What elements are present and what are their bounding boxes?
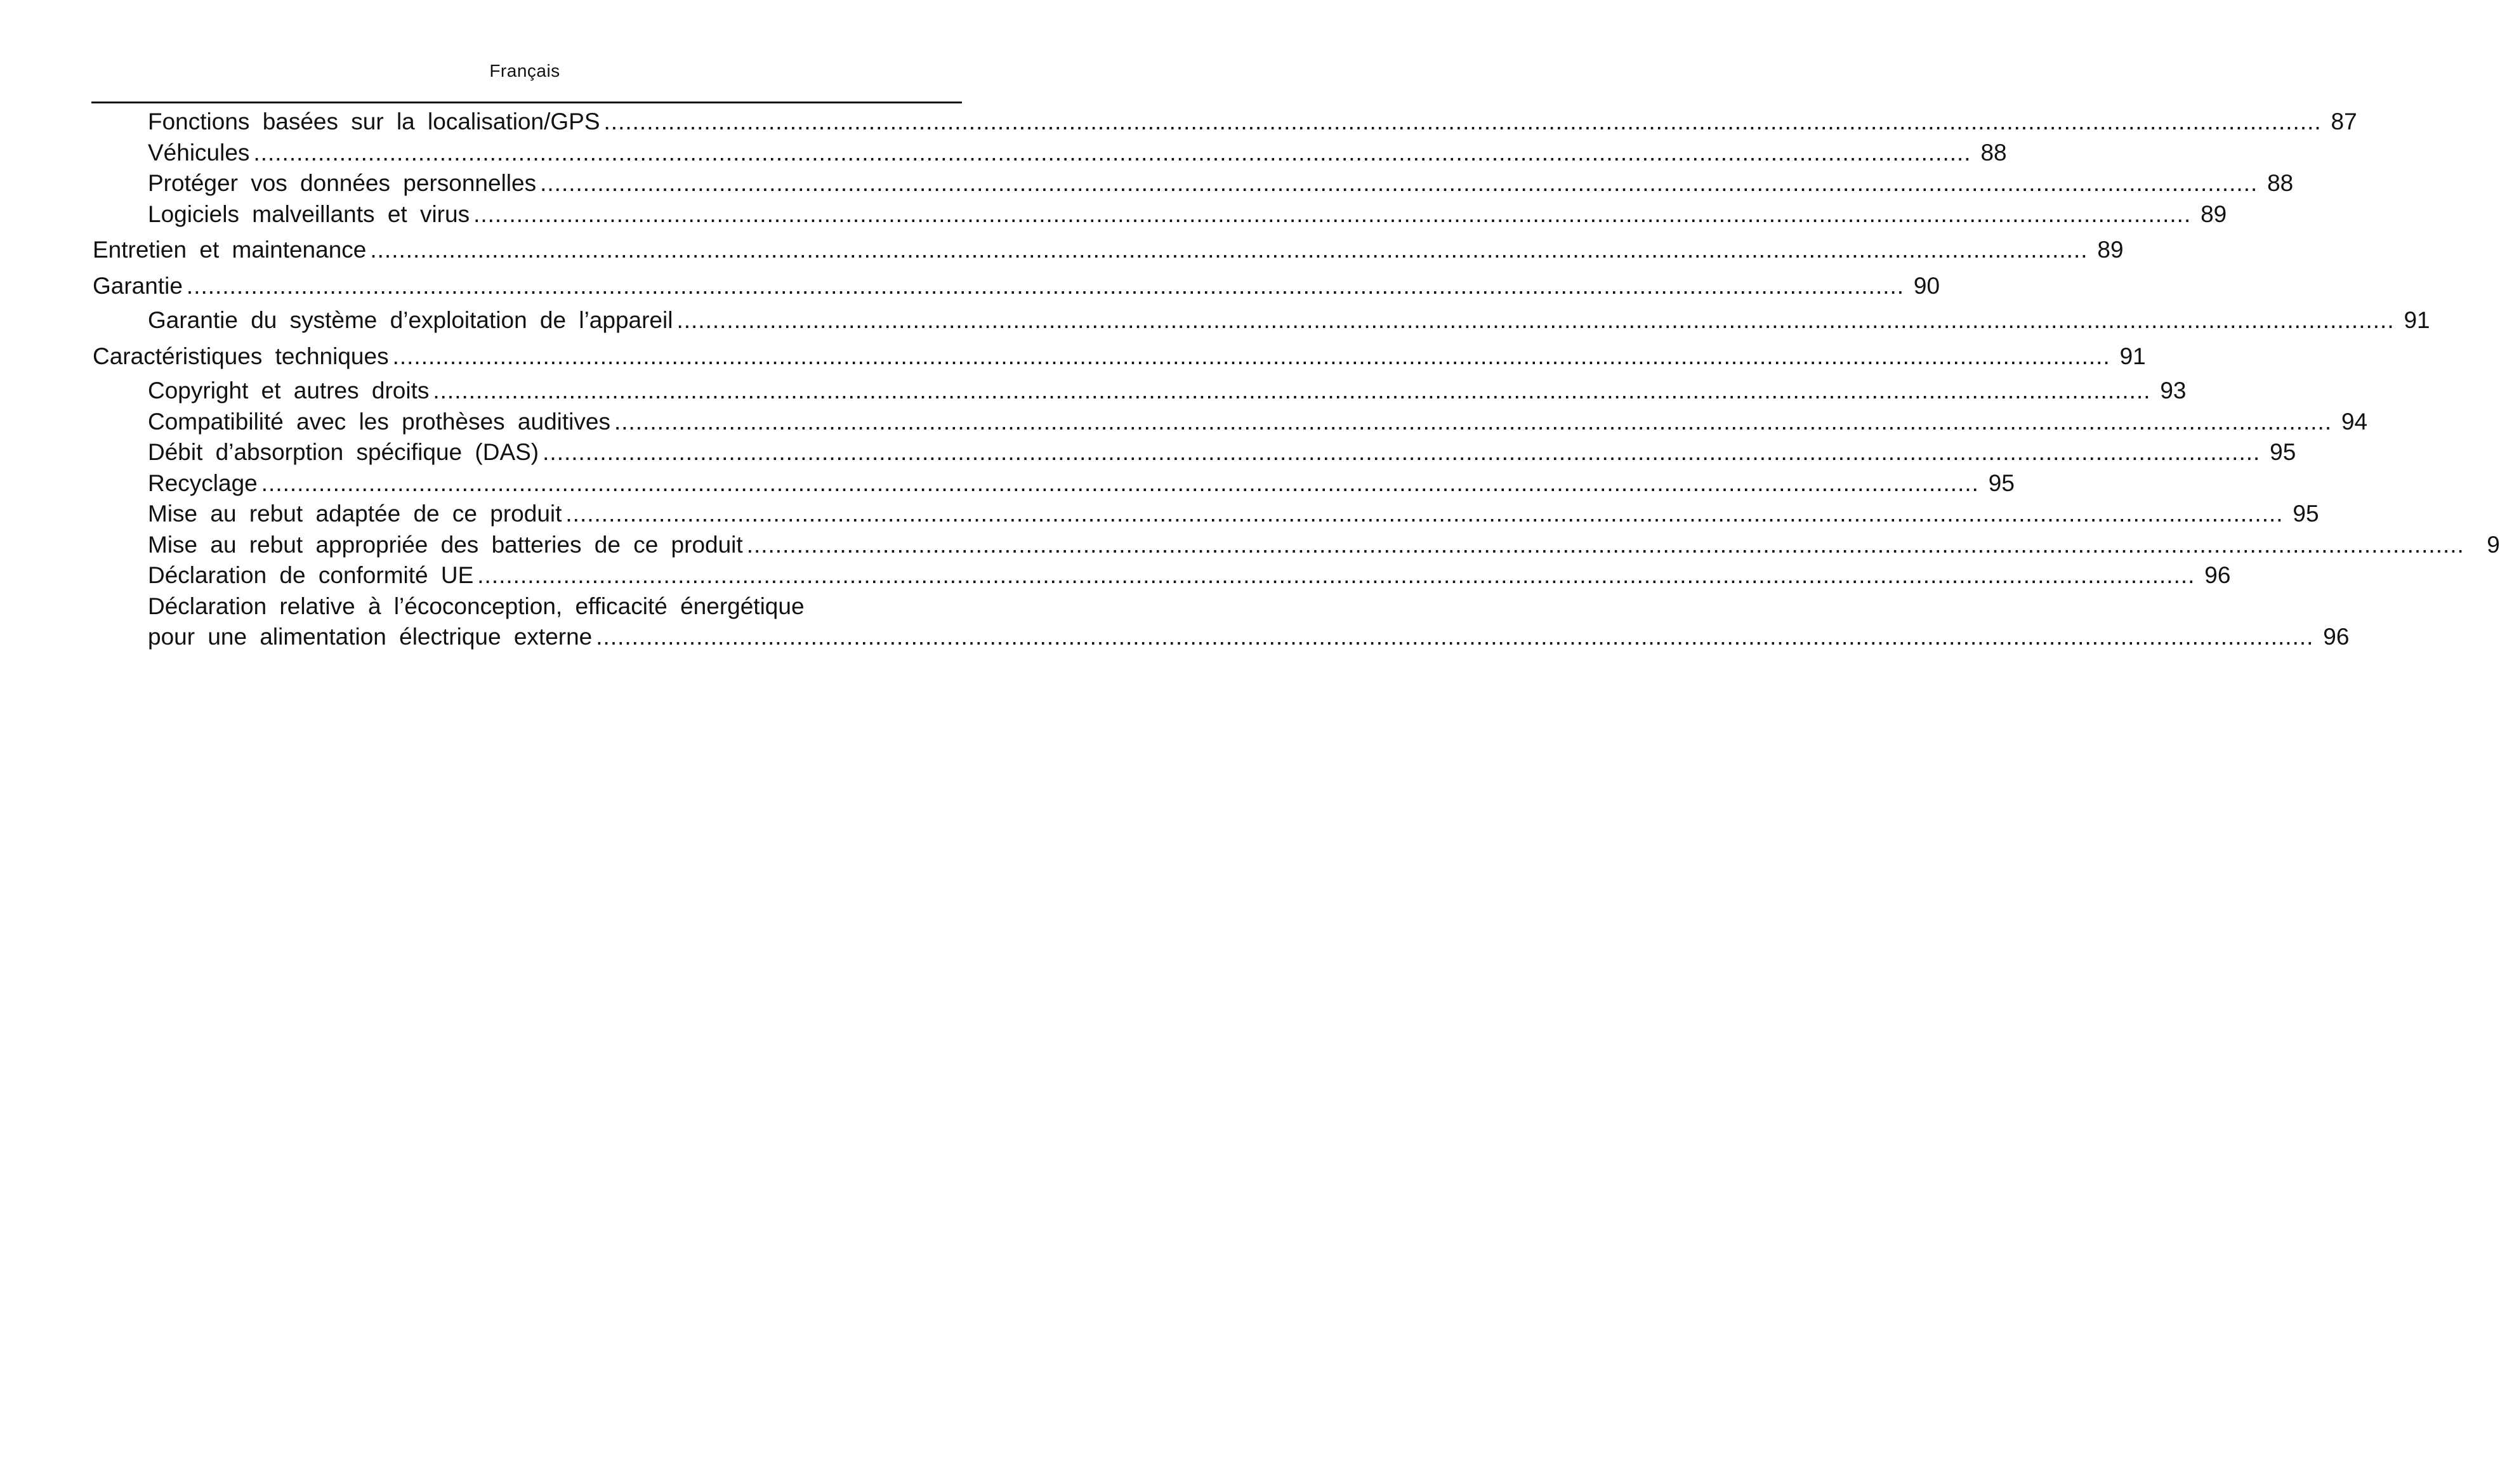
toc-entry-title: Débit d’absorption spécifique (DAS) <box>148 439 539 465</box>
toc-dot-leader <box>676 305 2394 336</box>
toc-dot-leader <box>261 468 1979 499</box>
toc-entry[interactable] <box>93 341 2146 372</box>
toc-entry[interactable] <box>93 407 2368 438</box>
toc-dot-leader <box>596 622 2313 653</box>
toc-entry-title: Garantie <box>93 272 183 299</box>
toc-entry-title: Recyclage <box>148 469 258 496</box>
toc-dot-leader <box>433 376 2150 407</box>
toc-page-number: 94 <box>2341 408 2368 435</box>
toc-dot-leader <box>543 437 2260 468</box>
toc-entries-list <box>93 107 2500 591</box>
toc-entry[interactable] <box>93 235 2124 266</box>
toc-dot-leader <box>614 407 2332 438</box>
toc-entry-title: Fonctions basées sur la localisation/GPS <box>148 108 600 135</box>
toc-dot-leader <box>604 107 2322 138</box>
toc-entry[interactable] <box>93 199 2227 230</box>
toc-page-number: 89 <box>2097 237 2124 263</box>
toc-dot-leader <box>473 199 2191 230</box>
toc-page-number: 9 <box>2487 531 2500 558</box>
toc-entry[interactable] <box>93 437 2296 468</box>
toc-dot-leader <box>393 341 2110 372</box>
toc-entry[interactable] <box>93 376 2187 407</box>
toc-dot-leader <box>477 560 2195 591</box>
header-divider <box>91 102 962 103</box>
toc-entry-title: Mise au rebut appropriée des batteries de ce produit <box>148 531 743 558</box>
toc-page-number: 91 <box>2119 343 2146 369</box>
toc-page-number: 93 <box>2160 378 2187 404</box>
toc-entry[interactable] <box>93 168 2294 199</box>
toc-page-number: 96 <box>2204 562 2231 588</box>
toc-page-number: 95 <box>2270 439 2296 465</box>
toc-entry-title: Garantie du système d’exploitation de l’appareil <box>148 307 673 333</box>
toc-entry-title: Logiciels malveillants et virus <box>148 200 470 227</box>
toc-entry-title: Protéger vos données personnelles <box>148 170 537 196</box>
toc-entry[interactable] <box>93 107 2357 138</box>
page-header-language: Français <box>489 61 560 81</box>
toc-entry-title: pour une alimentation électrique externe <box>148 624 593 650</box>
toc-page-number: 89 <box>2201 200 2227 227</box>
toc-page-number: 87 <box>2331 108 2357 135</box>
toc-dot-leader <box>540 168 2258 199</box>
toc-page-number: 95 <box>2293 501 2319 527</box>
toc-entry[interactable] <box>93 468 2015 499</box>
toc-entry[interactable] <box>93 271 1940 302</box>
toc-entry[interactable] <box>93 560 2231 591</box>
toc-dot-leader <box>187 271 1904 302</box>
toc-dot-leader <box>253 138 1971 169</box>
toc-entry-title: Déclaration de conformité UE <box>148 562 474 588</box>
toc-entry-ecodesign[interactable] <box>93 622 2350 653</box>
toc-dot-leader <box>747 530 2464 561</box>
toc-page-number: 88 <box>2267 170 2294 196</box>
toc-dot-leader <box>370 235 2088 266</box>
toc-entry-title: Véhicules <box>148 139 250 166</box>
toc-entry-title: Compatibilité avec les prothèses auditives <box>148 408 610 435</box>
toc-entry[interactable] <box>93 305 2430 336</box>
toc-page-number: 96 <box>2323 624 2350 650</box>
toc-entry-title: Entretien et maintenance <box>93 237 367 263</box>
toc-page-number: 90 <box>1913 272 1940 299</box>
toc-entry[interactable] <box>93 530 2500 561</box>
table-of-contents <box>93 107 2500 653</box>
toc-page-number: 95 <box>1988 469 2015 496</box>
toc-dot-leader <box>565 499 2283 530</box>
toc-page-number: 88 <box>1980 139 2007 166</box>
toc-entry-ecodesign-line1[interactable]: Déclaration relative à l’écoconception, efficacité énergétique <box>148 593 805 619</box>
toc-entry-title: Mise au rebut adaptée de ce produit <box>148 501 562 527</box>
toc-entry[interactable] <box>93 499 2319 530</box>
toc-entry-title: Caractéristiques techniques <box>93 343 389 369</box>
toc-entry[interactable] <box>93 138 2007 169</box>
toc-entry-title: Copyright et autres droits <box>148 378 430 404</box>
toc-page-number: 91 <box>2404 307 2430 333</box>
